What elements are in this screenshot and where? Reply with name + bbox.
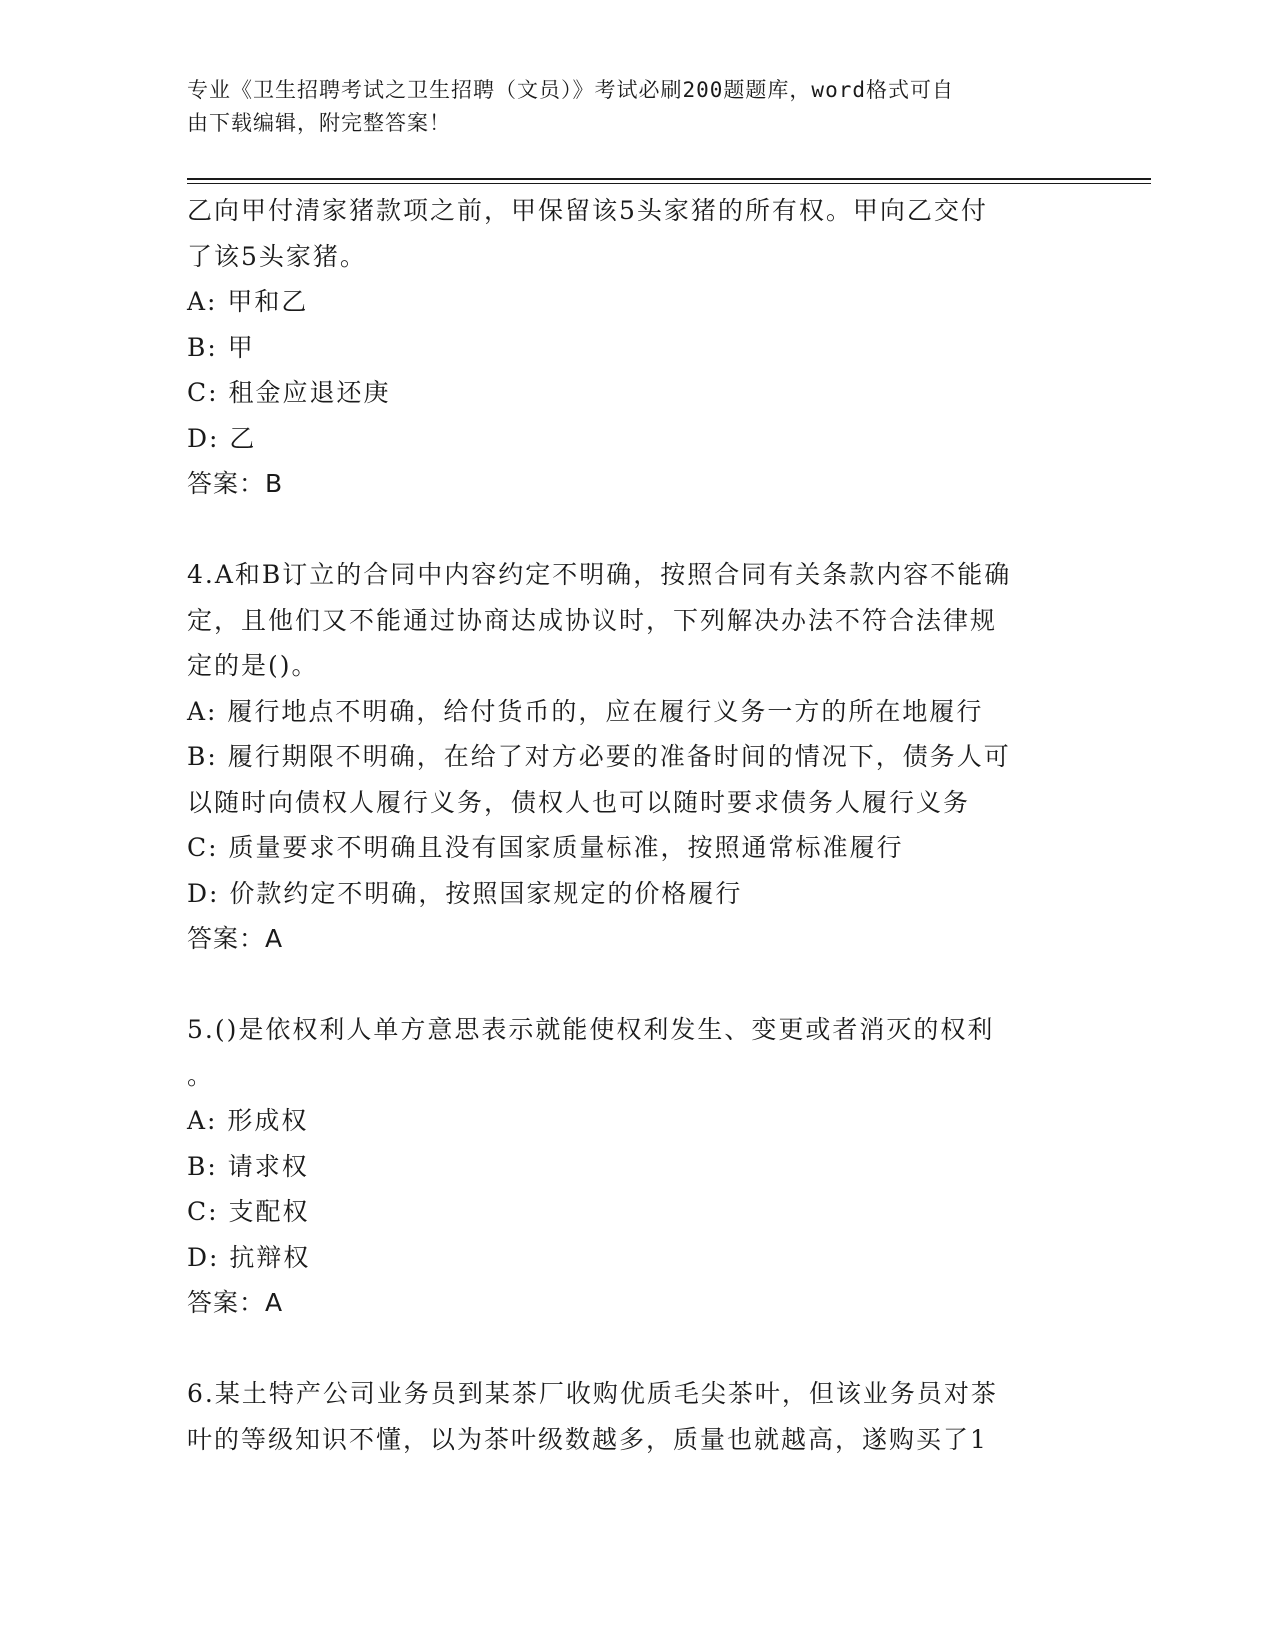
question-spacer <box>187 507 1087 553</box>
option-c: C: 质量要求不明确且没有国家质量标准，按照通常标准履行 <box>187 833 904 862</box>
answer-line: 答案：A <box>187 1288 284 1317</box>
question-stem-line: 叶的等级知识不懂，以为茶叶级数越多，质量也就越高，遂购买了1 <box>187 1424 988 1454</box>
option-c: C: 支配权 <box>187 1197 310 1226</box>
question-stem-line: 定，且他们又不能通过协商达成协议时，下列解决办法不符合法律规 <box>187 605 998 635</box>
option-a: A: 形成权 <box>187 1106 309 1135</box>
option-b-continued: 以随时向债权人履行义务，债权人也可以随时要求债务人履行义务 <box>187 787 971 817</box>
question-stem-line: 4.A和B订立的合同中内容约定不明确，按照合同有关条款内容不能确 <box>187 560 1012 589</box>
option-d: D: 价款约定不明确，按照国家规定的价格履行 <box>187 878 743 908</box>
option-b: B: 请求权 <box>187 1151 309 1181</box>
answer-line: 答案：B <box>187 469 284 498</box>
option-a: A: 履行地点不明确，给付货币的，应在履行义务一方的所在地履行 <box>187 696 984 726</box>
question-stem-line: 5.()是依权利人单方意思表示就能使权利发生、变更或者消灭的权利 <box>187 1015 995 1044</box>
option-d: D: 抗辩权 <box>187 1242 311 1272</box>
question-spacer <box>187 1326 1087 1372</box>
answer-line: 答案：A <box>187 924 284 953</box>
document-header <box>187 74 1067 140</box>
question-4 <box>187 552 1087 962</box>
question-6 <box>187 1371 1087 1462</box>
header-line-1: 专业《卫生招聘考试之卫生招聘（文员）》考试必刷200题题库，word格式可自 <box>187 78 954 102</box>
question-stem-line: 6.某土特产公司业务员到某茶厂收购优质毛尖茶叶，但该业务员对茶 <box>187 1379 998 1408</box>
question-list <box>187 188 1087 1462</box>
question-stem-line: 了该5头家猪。 <box>187 241 367 271</box>
option-d: D: 乙 <box>187 423 257 453</box>
question-stem-line: 定的是()。 <box>187 651 319 680</box>
question-5 <box>187 1007 1087 1326</box>
question-stem-line: 乙向甲付清家猪款项之前，甲保留该5头家猪的所有权。甲向乙交付 <box>187 196 988 225</box>
header-line-2: 由下载编辑，附完整答案！ <box>187 111 451 135</box>
question-stem-line: 。 <box>187 1060 215 1090</box>
question-spacer <box>187 962 1087 1008</box>
header-divider-thin <box>187 183 1151 184</box>
option-b: B: 甲 <box>187 332 255 362</box>
option-b: B: 履行期限不明确，在给了对方必要的准备时间的情况下，债务人可 <box>187 742 1011 771</box>
option-c: C: 租金应退还庚 <box>187 378 391 407</box>
header-divider-thick <box>187 178 1151 180</box>
question-3 <box>187 188 1087 507</box>
option-a: A: 甲和乙 <box>187 287 309 316</box>
